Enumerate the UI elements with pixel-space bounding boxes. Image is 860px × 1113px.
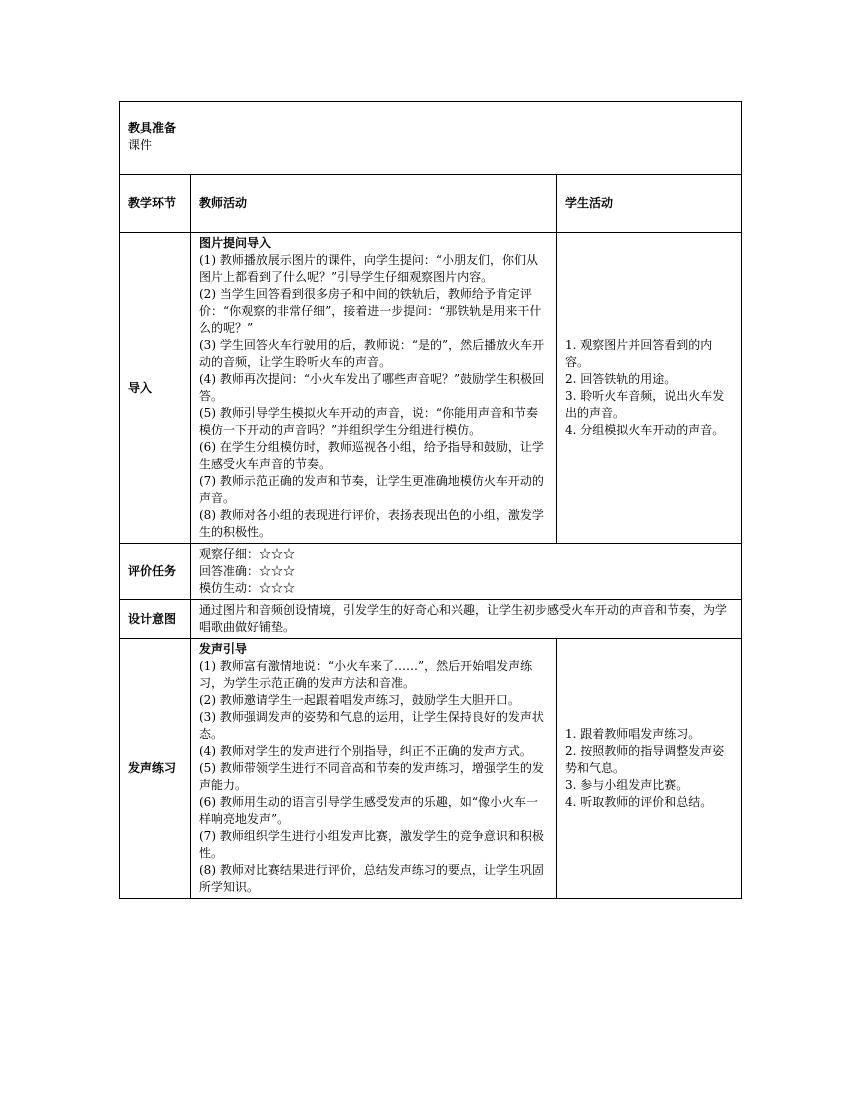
vocal-student-step: 1. 跟着教师唱发声练习。 (565, 727, 701, 741)
intro-step: (8) 教师对各小组的表现进行评价，表扬表现出色的小组，激发学生的积极性。 (199, 508, 544, 539)
materials-value: 课件 (128, 138, 153, 152)
design-text: 通过图片和音频创设情境，引发学生的好奇心和兴趣，让学生初步感受火车开动的声音和节奏，为学唱歌曲做好铺垫。 (191, 600, 742, 639)
intro-title: 图片提问导入 (199, 236, 272, 250)
vocal-student-step: 2. 按照教师的指导调整发声姿势和气息。 (565, 744, 725, 775)
intro-step: (2) 当学生回答看到很多房子和中间的铁轨后，教师给予肯定评价：“你观察的非常仔细”，接着进一步提问：“那铁轨是用来干什么的呢？” (199, 287, 542, 335)
intro-student-step: 4. 分组模拟火车开动的声音。 (565, 423, 725, 437)
vocal-student-step: 4. 听取教师的评价和总结。 (565, 795, 713, 809)
evaluation-row (120, 544, 742, 600)
vocal-teacher-cell (191, 639, 557, 899)
intro-student-cell (557, 233, 742, 544)
lesson-plan-table (119, 101, 742, 899)
evaluation-cell (191, 544, 742, 600)
intro-step: (5) 教师引导学生模拟火车开动的声音，说：“你能用声音和节奏模仿一下开动的声音吗？”并组织学生分组进行模仿。 (199, 406, 538, 437)
header-teacher: 教师活动 (191, 175, 557, 233)
vocal-step: (6) 教师用生动的语言引导学生感受发声的乐趣，如“像小火车一样响亮地发声”。 (199, 795, 538, 826)
vocal-step: (5) 教师带领学生进行不同音高和节奏的发声练习，增强学生的发声能力。 (199, 761, 544, 792)
vocal-step: (3) 教师强调发声的姿势和气息的运用，让学生保持良好的发声状态。 (199, 710, 544, 741)
intro-student-step: 1. 观察图片并回答看到的内容。 (565, 338, 713, 369)
intro-student-step: 3. 聆听火车音频，说出火车发出的声音。 (565, 389, 725, 420)
design-row (120, 600, 742, 639)
intro-row (120, 233, 742, 544)
intro-step: (4) 教师再次提问：“小火车发出了哪些声音呢？”鼓励学生积极回答。 (199, 372, 545, 403)
intro-step: (7) 教师示范正确的发声和节奏，让学生更准确地模仿火车开动的声音。 (199, 474, 544, 505)
materials-row (120, 102, 742, 175)
intro-step: (3) 学生回答火车行驶用的后，教师说：“是的”，然后播放火车开动的音频，让学生聆听火车的声音。 (199, 338, 545, 369)
header-row (120, 175, 742, 233)
vocal-step: (8) 教师对比赛结果进行评价，总结发声练习的要点，让学生巩固所学知识。 (199, 863, 544, 894)
intro-step: (1) 教师播放展示图片的课件，向学生提问：“小朋友们，你们从图片上都看到了什么呢？”引导学生仔细观察图片内容。 (199, 253, 538, 284)
design-label: 设计意图 (120, 600, 191, 639)
vocal-step: (1) 教师富有激情地说：“小火车来了……”，然后开始唱发声练习，为学生示范正确的发声方法和音准。 (199, 659, 533, 690)
header-stage: 教学环节 (120, 175, 191, 233)
materials-label: 教具准备 (128, 121, 177, 135)
vocal-student-step: 3. 参与小组发声比赛。 (565, 778, 689, 792)
intro-step: (6) 在学生分组模仿时，教师巡视各小组，给予指导和鼓励，让学生感受火车声音的节奏。 (199, 440, 544, 471)
intro-student-step: 2. 回答铁轨的用途。 (565, 372, 677, 386)
vocal-row (120, 639, 742, 899)
vocal-stage: 发声练习 (120, 639, 191, 899)
vocal-step: (2) 教师邀请学生一起跟着唱发声练习，鼓励学生大胆开口。 (199, 693, 520, 707)
evaluation-item: 观察仔细：☆☆☆ (199, 547, 296, 561)
vocal-student-cell (557, 639, 742, 899)
evaluation-item: 模仿生动：☆☆☆ (199, 581, 296, 595)
header-student: 学生活动 (557, 175, 742, 233)
vocal-step: (7) 教师组织学生进行小组发声比赛，激发学生的竞争意识和积极性。 (199, 829, 544, 860)
evaluation-label: 评价任务 (120, 544, 191, 600)
evaluation-item: 回答准确：☆☆☆ (199, 564, 296, 578)
vocal-title: 发声引导 (199, 642, 248, 656)
vocal-step: (4) 教师对学生的发声进行个别指导，纠正不正确的发声方式。 (199, 744, 532, 758)
intro-stage: 导入 (120, 233, 191, 544)
intro-teacher-cell (191, 233, 557, 544)
materials-cell (120, 102, 742, 175)
